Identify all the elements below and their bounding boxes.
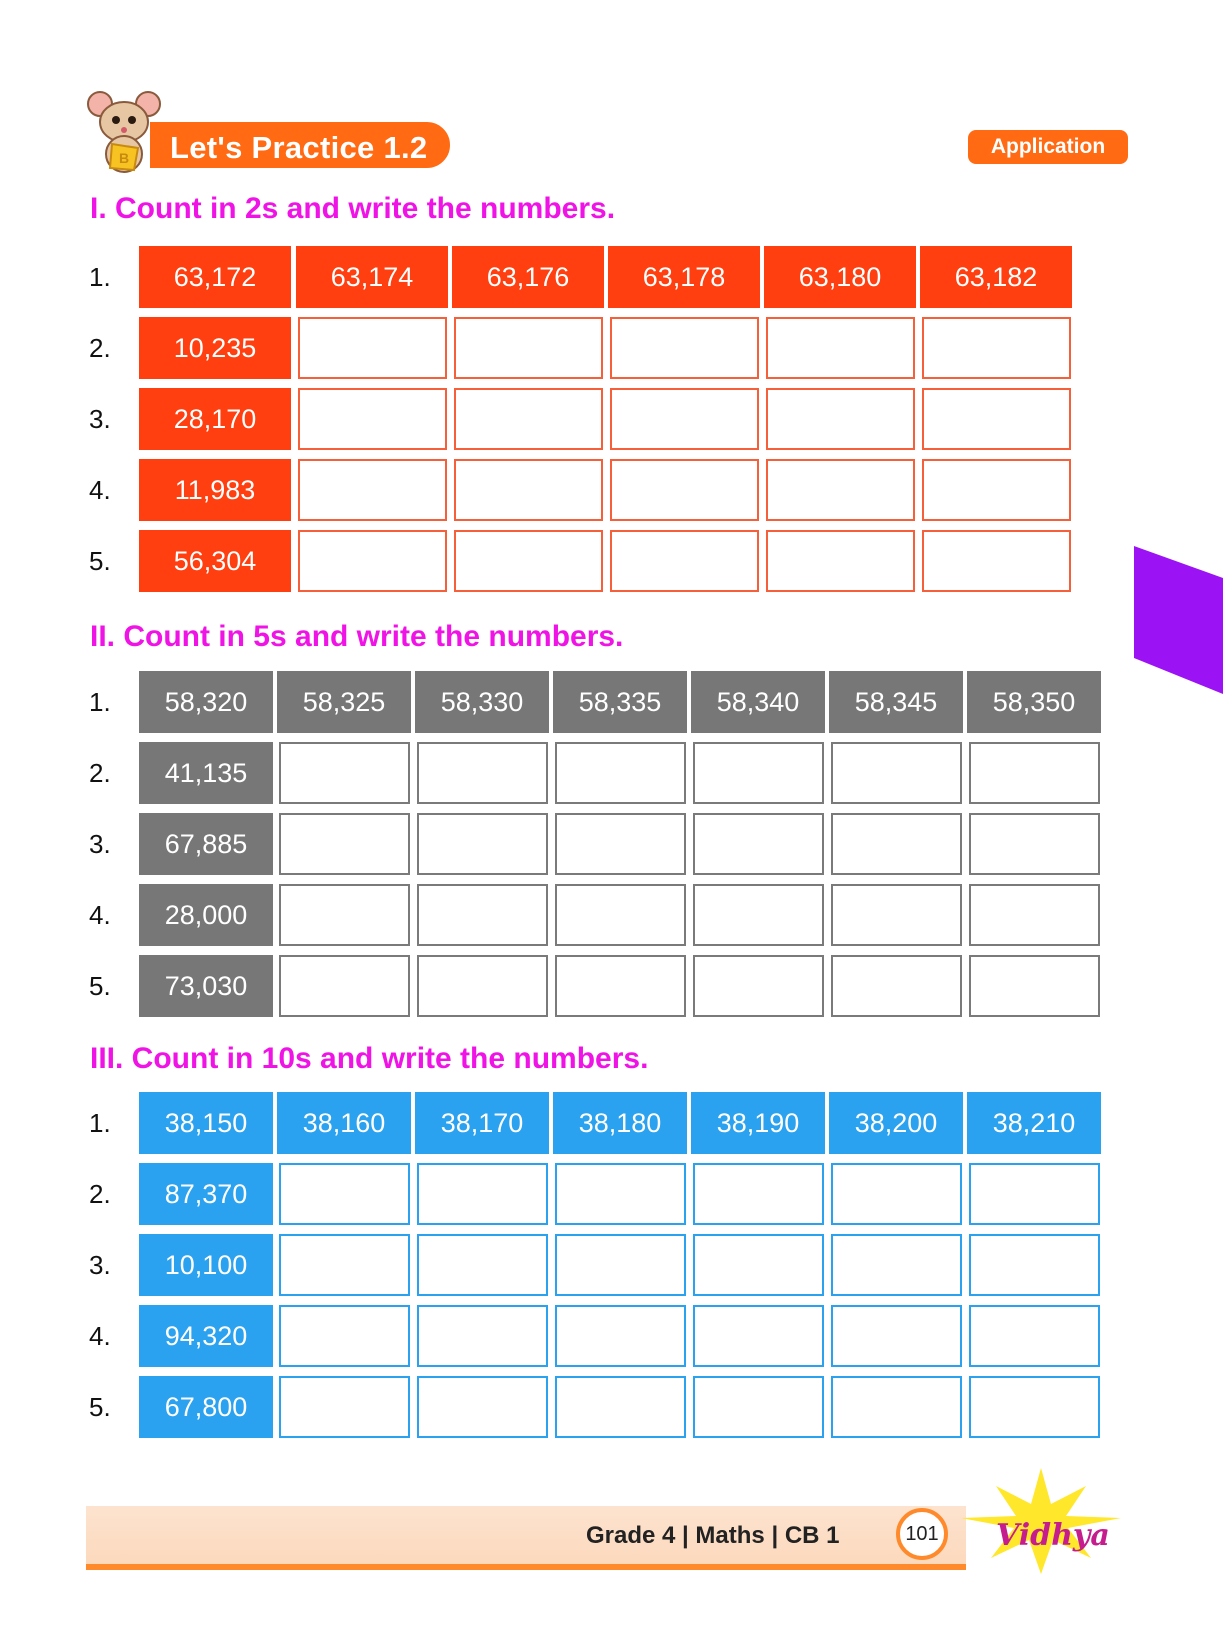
answer-blank-cell[interactable] [610,388,759,450]
answer-blank-cell[interactable] [555,813,686,875]
answer-blank-cell[interactable] [693,1163,824,1225]
answer-blank-cell[interactable] [831,1163,962,1225]
row-number: 2. [89,333,111,363]
answer-blank-cell[interactable] [555,1163,686,1225]
section-heading-2s: I. Count in 2s and write the numbers. [90,192,616,225]
start-number-cell: 73,030 [139,955,273,1017]
answer-blank-cell[interactable] [417,1163,548,1225]
answer-blank-cell[interactable] [831,813,962,875]
answer-blank-cell[interactable] [610,317,759,379]
vidhya-logo-text: Vidhya [996,1518,1110,1553]
svg-text:B: B [119,150,130,166]
example-number-cell: 63,182 [920,246,1072,308]
answer-blank-cell[interactable] [279,955,410,1017]
footer-text: Grade 4 | Maths | CB 1 [586,1522,840,1549]
answer-blank-cell[interactable] [969,1305,1100,1367]
start-number-cell: 58,320 [139,671,273,733]
answer-blank-cell[interactable] [454,317,603,379]
answer-blank-cell[interactable] [298,459,447,521]
start-number-cell: 11,983 [139,459,291,521]
answer-blank-cell[interactable] [831,955,962,1017]
answer-blank-cell[interactable] [454,459,603,521]
section-heading-5s: II. Count in 5s and write the numbers. [90,620,624,653]
row-number: 1. [89,262,111,292]
row-number: 2. [89,758,111,788]
answer-blank-cell[interactable] [693,884,824,946]
answer-blank-cell[interactable] [766,530,915,592]
start-number-cell: 94,320 [139,1305,273,1367]
answer-blank-cell[interactable] [417,884,548,946]
answer-blank-cell[interactable] [969,1163,1100,1225]
row-number: 3. [89,1250,111,1280]
answer-blank-cell[interactable] [454,388,603,450]
row-number: 2. [89,1179,111,1209]
answer-blank-cell[interactable] [555,1376,686,1438]
example-number-cell: 63,180 [764,246,916,308]
example-number-cell: 38,210 [967,1092,1101,1154]
answer-blank-cell[interactable] [279,1376,410,1438]
answer-blank-cell[interactable] [969,1376,1100,1438]
answer-blank-cell[interactable] [922,530,1071,592]
answer-blank-cell[interactable] [279,1163,410,1225]
answer-blank-cell[interactable] [417,813,548,875]
answer-blank-cell[interactable] [279,884,410,946]
answer-blank-cell[interactable] [555,1305,686,1367]
example-number-cell: 58,335 [553,671,687,733]
example-number-cell: 38,190 [691,1092,825,1154]
start-number-cell: 56,304 [139,530,291,592]
answer-blank-cell[interactable] [417,1234,548,1296]
example-number-cell: 58,340 [691,671,825,733]
answer-blank-cell[interactable] [922,317,1071,379]
answer-blank-cell[interactable] [766,388,915,450]
section-heading-10s: III. Count in 10s and write the numbers. [90,1042,649,1075]
row-number: 5. [89,546,111,576]
answer-blank-cell[interactable] [693,1376,824,1438]
answer-blank-cell[interactable] [279,813,410,875]
answer-blank-cell[interactable] [555,955,686,1017]
example-number-cell: 63,176 [452,246,604,308]
answer-blank-cell[interactable] [555,884,686,946]
example-number-cell: 58,330 [415,671,549,733]
row-number: 3. [89,404,111,434]
answer-blank-cell[interactable] [969,742,1100,804]
start-number-cell: 63,172 [139,246,291,308]
answer-blank-cell[interactable] [693,1234,824,1296]
row-number: 5. [89,1392,111,1422]
start-number-cell: 67,800 [139,1376,273,1438]
answer-blank-cell[interactable] [279,1234,410,1296]
answer-blank-cell[interactable] [969,955,1100,1017]
answer-blank-cell[interactable] [693,813,824,875]
answer-blank-cell[interactable] [693,742,824,804]
row-number: 3. [89,829,111,859]
answer-blank-cell[interactable] [831,1305,962,1367]
start-number-cell: 41,135 [139,742,273,804]
start-number-cell: 67,885 [139,813,273,875]
answer-blank-cell[interactable] [969,1234,1100,1296]
answer-blank-cell[interactable] [279,1305,410,1367]
row-number: 4. [89,475,111,505]
answer-blank-cell[interactable] [766,317,915,379]
row-number: 4. [89,900,111,930]
answer-blank-cell[interactable] [610,530,759,592]
answer-blank-cell[interactable] [417,1376,548,1438]
answer-blank-cell[interactable] [831,742,962,804]
answer-blank-cell[interactable] [969,884,1100,946]
answer-blank-cell[interactable] [417,1305,548,1367]
start-number-cell: 38,150 [139,1092,273,1154]
row-number: 5. [89,971,111,1001]
answer-blank-cell[interactable] [454,530,603,592]
example-number-cell: 38,160 [277,1092,411,1154]
answer-blank-cell[interactable] [298,317,447,379]
example-number-cell: 38,180 [553,1092,687,1154]
answer-blank-cell[interactable] [417,742,548,804]
answer-blank-cell[interactable] [610,459,759,521]
start-number-cell: 10,235 [139,317,291,379]
start-number-cell: 28,170 [139,388,291,450]
example-number-cell: 58,325 [277,671,411,733]
answer-blank-cell[interactable] [279,742,410,804]
example-number-cell: 38,200 [829,1092,963,1154]
answer-blank-cell[interactable] [922,459,1071,521]
answer-blank-cell[interactable] [766,459,915,521]
application-badge: Application [968,130,1128,164]
start-number-cell: 10,100 [139,1234,273,1296]
example-number-cell: 63,178 [608,246,760,308]
answer-blank-cell[interactable] [831,1234,962,1296]
answer-blank-cell[interactable] [417,955,548,1017]
answer-blank-cell[interactable] [831,884,962,946]
answer-blank-cell[interactable] [922,388,1071,450]
answer-blank-cell[interactable] [555,742,686,804]
row-number: 1. [89,1108,111,1138]
answer-blank-cell[interactable] [298,530,447,592]
practice-title: Let's Practice 1.2 [170,130,428,165]
answer-blank-cell[interactable] [831,1376,962,1438]
page-number: 101 [896,1508,948,1560]
example-number-cell: 38,170 [415,1092,549,1154]
answer-blank-cell[interactable] [693,955,824,1017]
answer-blank-cell[interactable] [298,388,447,450]
answer-blank-cell[interactable] [693,1305,824,1367]
row-number: 4. [89,1321,111,1351]
example-number-cell: 58,345 [829,671,963,733]
example-number-cell: 58,350 [967,671,1101,733]
answer-blank-cell[interactable] [555,1234,686,1296]
row-number: 1. [89,687,111,717]
answer-blank-cell[interactable] [969,813,1100,875]
side-tab-marker [1134,546,1223,694]
start-number-cell: 28,000 [139,884,273,946]
start-number-cell: 87,370 [139,1163,273,1225]
example-number-cell: 63,174 [296,246,448,308]
